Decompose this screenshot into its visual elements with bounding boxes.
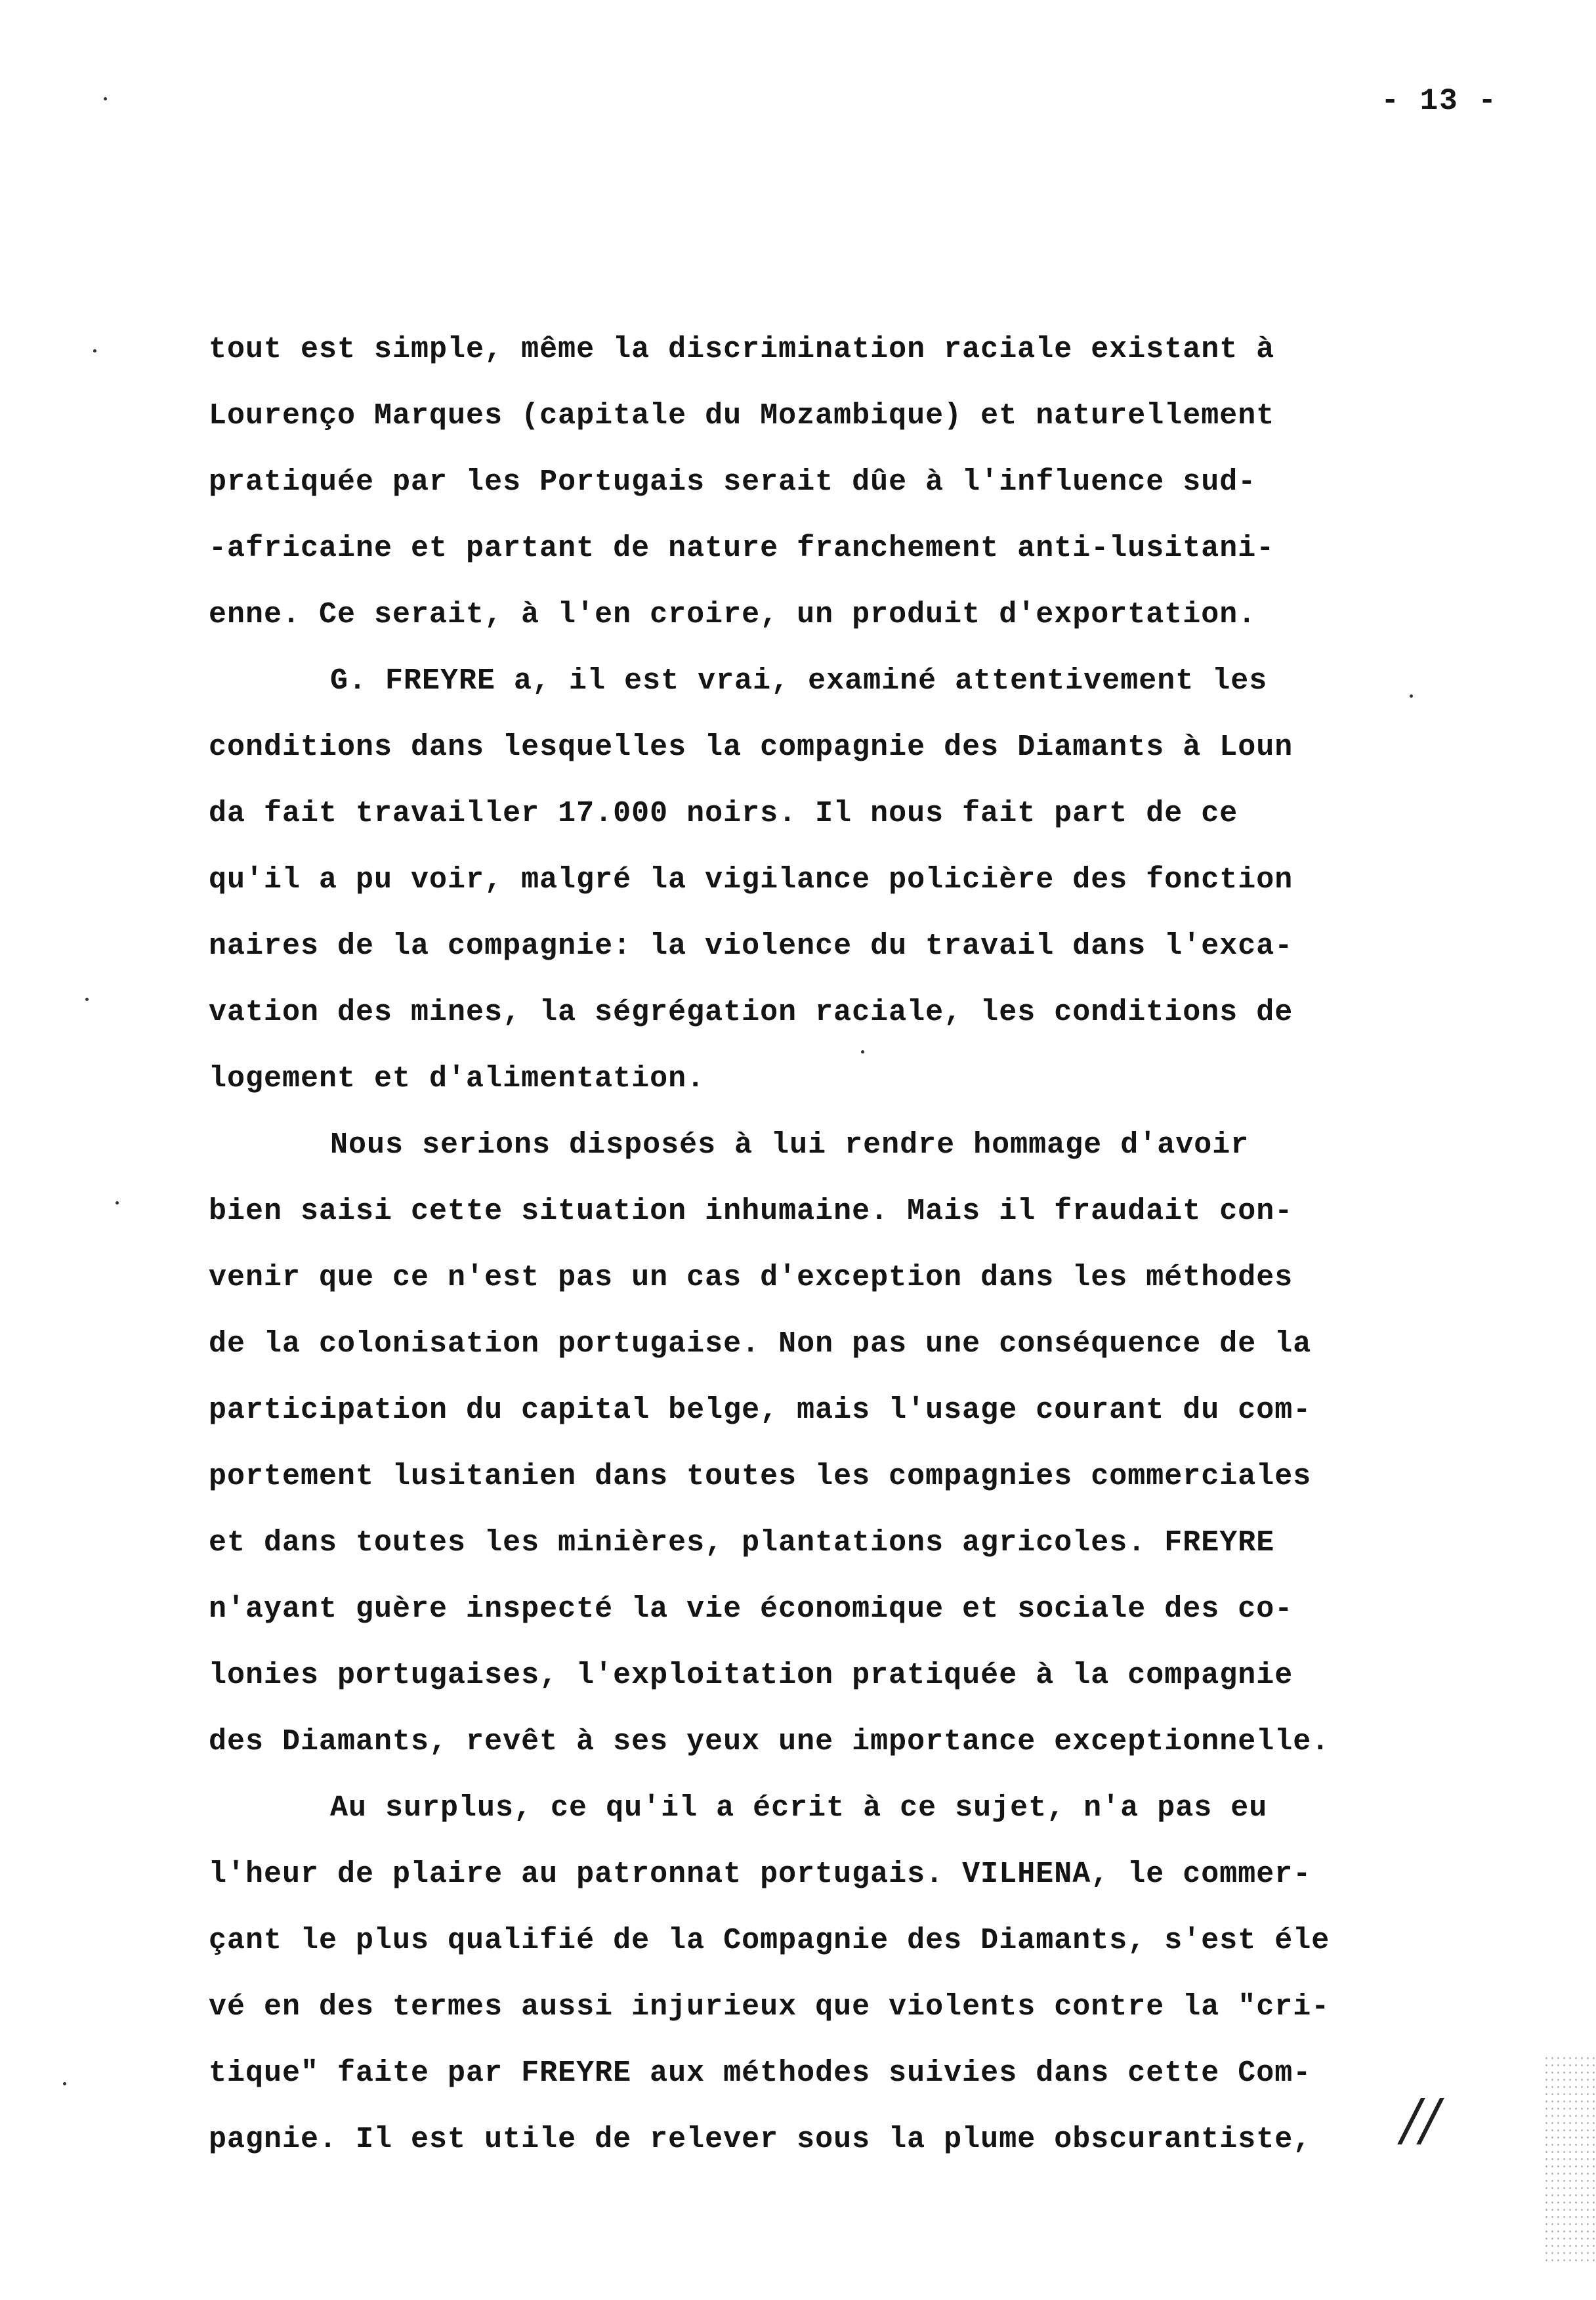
scan-speck [93,349,96,352]
text-line: de la colonisation portugaise. Non pas une conséquence de la [209,1327,1312,1361]
text-line: participation du capital belge, mais l'usage courant du com- [209,1394,1312,1427]
text-line: tique" faite par FREYRE aux méthodes suivies dans cette Com- [209,2056,1312,2090]
page-number: - 13 - [1381,84,1498,118]
text-line: G. FREYRE a, il est vrai, examiné attentivement les [330,664,1268,698]
scan-speck [63,2082,66,2085]
text-line: -africaine et partant de nature franchement anti-lusitani- [209,532,1275,565]
text-line: naires de la compagnie: la violence du travail dans l'exca- [209,929,1293,963]
text-line: tout est simple, même la discrimination raciale existant à [209,333,1275,366]
scan-speck [1410,694,1413,698]
text-line: des Diamants, revêt à ses yeux une importance exceptionnelle. [209,1725,1330,1758]
text-line: Lourenço Marques (capitale du Mozambique) et naturellement [209,399,1275,433]
text-line: et dans toutes les minières, plantations agricoles. FREYRE [209,1526,1275,1560]
body-text [209,316,1442,2173]
text-line: da fait travailler 17.000 noirs. Il nous fait part de ce [209,797,1238,830]
scan-speck [104,97,107,100]
scan-edge-noise [1544,2055,1596,2265]
text-line: vé en des termes aussi injurieux que violents contre la "cri- [209,1990,1330,2024]
text-line: enne. Ce serait, à l'en croire, un produit d'exportation. [209,598,1257,631]
text-line: pratiquée par les Portugais serait dûe à l'influence sud- [209,465,1257,499]
scan-speck [116,1201,119,1204]
text-line: lonies portugaises, l'exploitation pratiquée à la compagnie [209,1659,1293,1692]
text-line: conditions dans lesquelles la compagnie des Diamants à Loun [209,731,1293,764]
text-line: logement et d'alimentation. [209,1062,705,1096]
text-line: qu'il a pu voir, malgré la vigilance policière des fonction [209,863,1293,897]
text-line: vation des mines, la ségrégation raciale, les conditions de [209,996,1293,1029]
text-line: çant le plus qualifié de la Compagnie des Diamants, s'est éle [209,1924,1330,1957]
text-line: venir que ce n'est pas un cas d'exception dans les méthodes [209,1261,1293,1294]
text-line: bien saisi cette situation inhumaine. Mais il fraudait con- [209,1195,1293,1228]
text-line: pagnie. Il est utile de relever sous la plume obscurantiste, [209,2123,1312,2156]
scan-speck [861,1050,864,1054]
text-line: Nous serions disposés à lui rendre hommage d'avoir [330,1128,1250,1162]
text-line: l'heur de plaire au patronnat portugais. VILHENA, le commer- [209,1858,1312,1891]
text-line: n'ayant guère inspecté la vie économique et sociale des co- [209,1592,1293,1626]
text-line: Au surplus, ce qu'il a écrit à ce sujet, n'a pas eu [330,1791,1268,1825]
text-line: portement lusitanien dans toutes les compagnies commerciales [209,1460,1312,1493]
handwritten-margin-mark: // [1402,2087,1440,2153]
scan-speck [85,998,89,1001]
